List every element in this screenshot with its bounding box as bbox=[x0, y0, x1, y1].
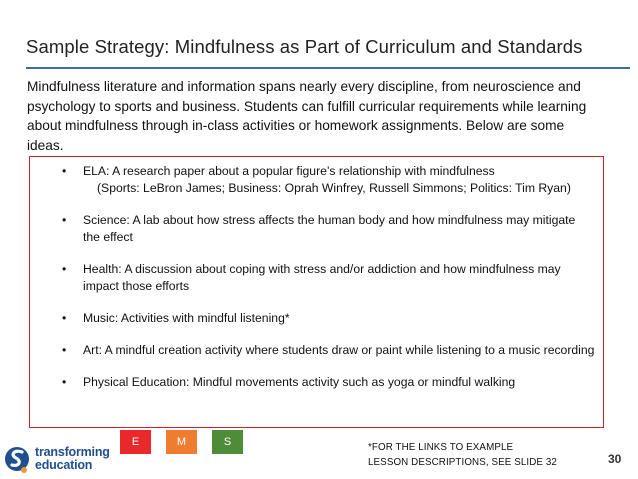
title-divider bbox=[26, 67, 630, 69]
badge-e: E bbox=[120, 430, 151, 454]
list-item-text: Music: Activities with mindful listening* bbox=[83, 311, 290, 325]
badge-m: M bbox=[166, 430, 197, 454]
badge-s: S bbox=[212, 430, 243, 454]
subject-badges bbox=[120, 430, 243, 454]
list-item-science bbox=[30, 212, 603, 246]
list-item-art bbox=[30, 342, 603, 359]
list-item-text: Physical Education: Mindful movements activity such as yoga or mindful walking bbox=[83, 375, 516, 389]
list-item-text: Science: A lab about how stress affects the human body and how mindfulness may mitigate the effect bbox=[83, 213, 576, 244]
bullet-icon: • bbox=[62, 164, 67, 178]
page-number: 30 bbox=[608, 452, 622, 466]
logo-line-1: transforming bbox=[35, 445, 110, 459]
slide-title: Sample Strategy: Mindfulness as Part of Curriculum and Standards bbox=[26, 36, 583, 57]
list-item-ela bbox=[30, 163, 603, 197]
list-item-health bbox=[30, 261, 603, 295]
transforming-education-logo bbox=[4, 444, 110, 474]
list-item-text: Art: A mindful creation activity where students draw or paint while listening to a music recording bbox=[83, 343, 595, 357]
bullet-icon: • bbox=[62, 343, 67, 357]
list-item-subtext: (Sports: LeBron James; Business: Oprah Winfrey, Russell Simmons; Politics: Tim Ryan) bbox=[97, 181, 571, 195]
bullet-icon: • bbox=[62, 375, 67, 389]
intro-paragraph: Mindfulness literature and information spans nearly every discipline, from neuroscience and psychology to sports and business. Students can fulfill curricular requirements while learning about mindfulness through in-class activities or homework assignments. Below are some ideas. bbox=[27, 79, 587, 153]
list-item-text: ELA: A research paper about a popular figure’s relationship with mindfulness bbox=[83, 164, 495, 178]
footnote-line-1: *FOR THE LINKS TO EXAMPLE bbox=[368, 442, 514, 453]
logo-wordmark bbox=[35, 446, 110, 472]
footnote bbox=[368, 440, 568, 470]
bullet-icon: • bbox=[62, 262, 67, 276]
list-item-physical-education bbox=[30, 374, 603, 391]
bullet-icon: • bbox=[62, 213, 67, 227]
list-item-text: Health: A discussion about coping with stress and/or addiction and how mindfulness may impact those efforts bbox=[83, 262, 561, 293]
ideas-list bbox=[30, 163, 603, 406]
list-item-music bbox=[30, 310, 603, 327]
logo-line-2: education bbox=[35, 458, 93, 472]
swirl-logo-icon bbox=[4, 444, 31, 474]
footnote-line-2: LESSON DESCRIPTIONS, SEE SLIDE 32 bbox=[368, 457, 557, 468]
bullet-icon: • bbox=[62, 311, 67, 325]
ideas-box bbox=[29, 156, 604, 428]
